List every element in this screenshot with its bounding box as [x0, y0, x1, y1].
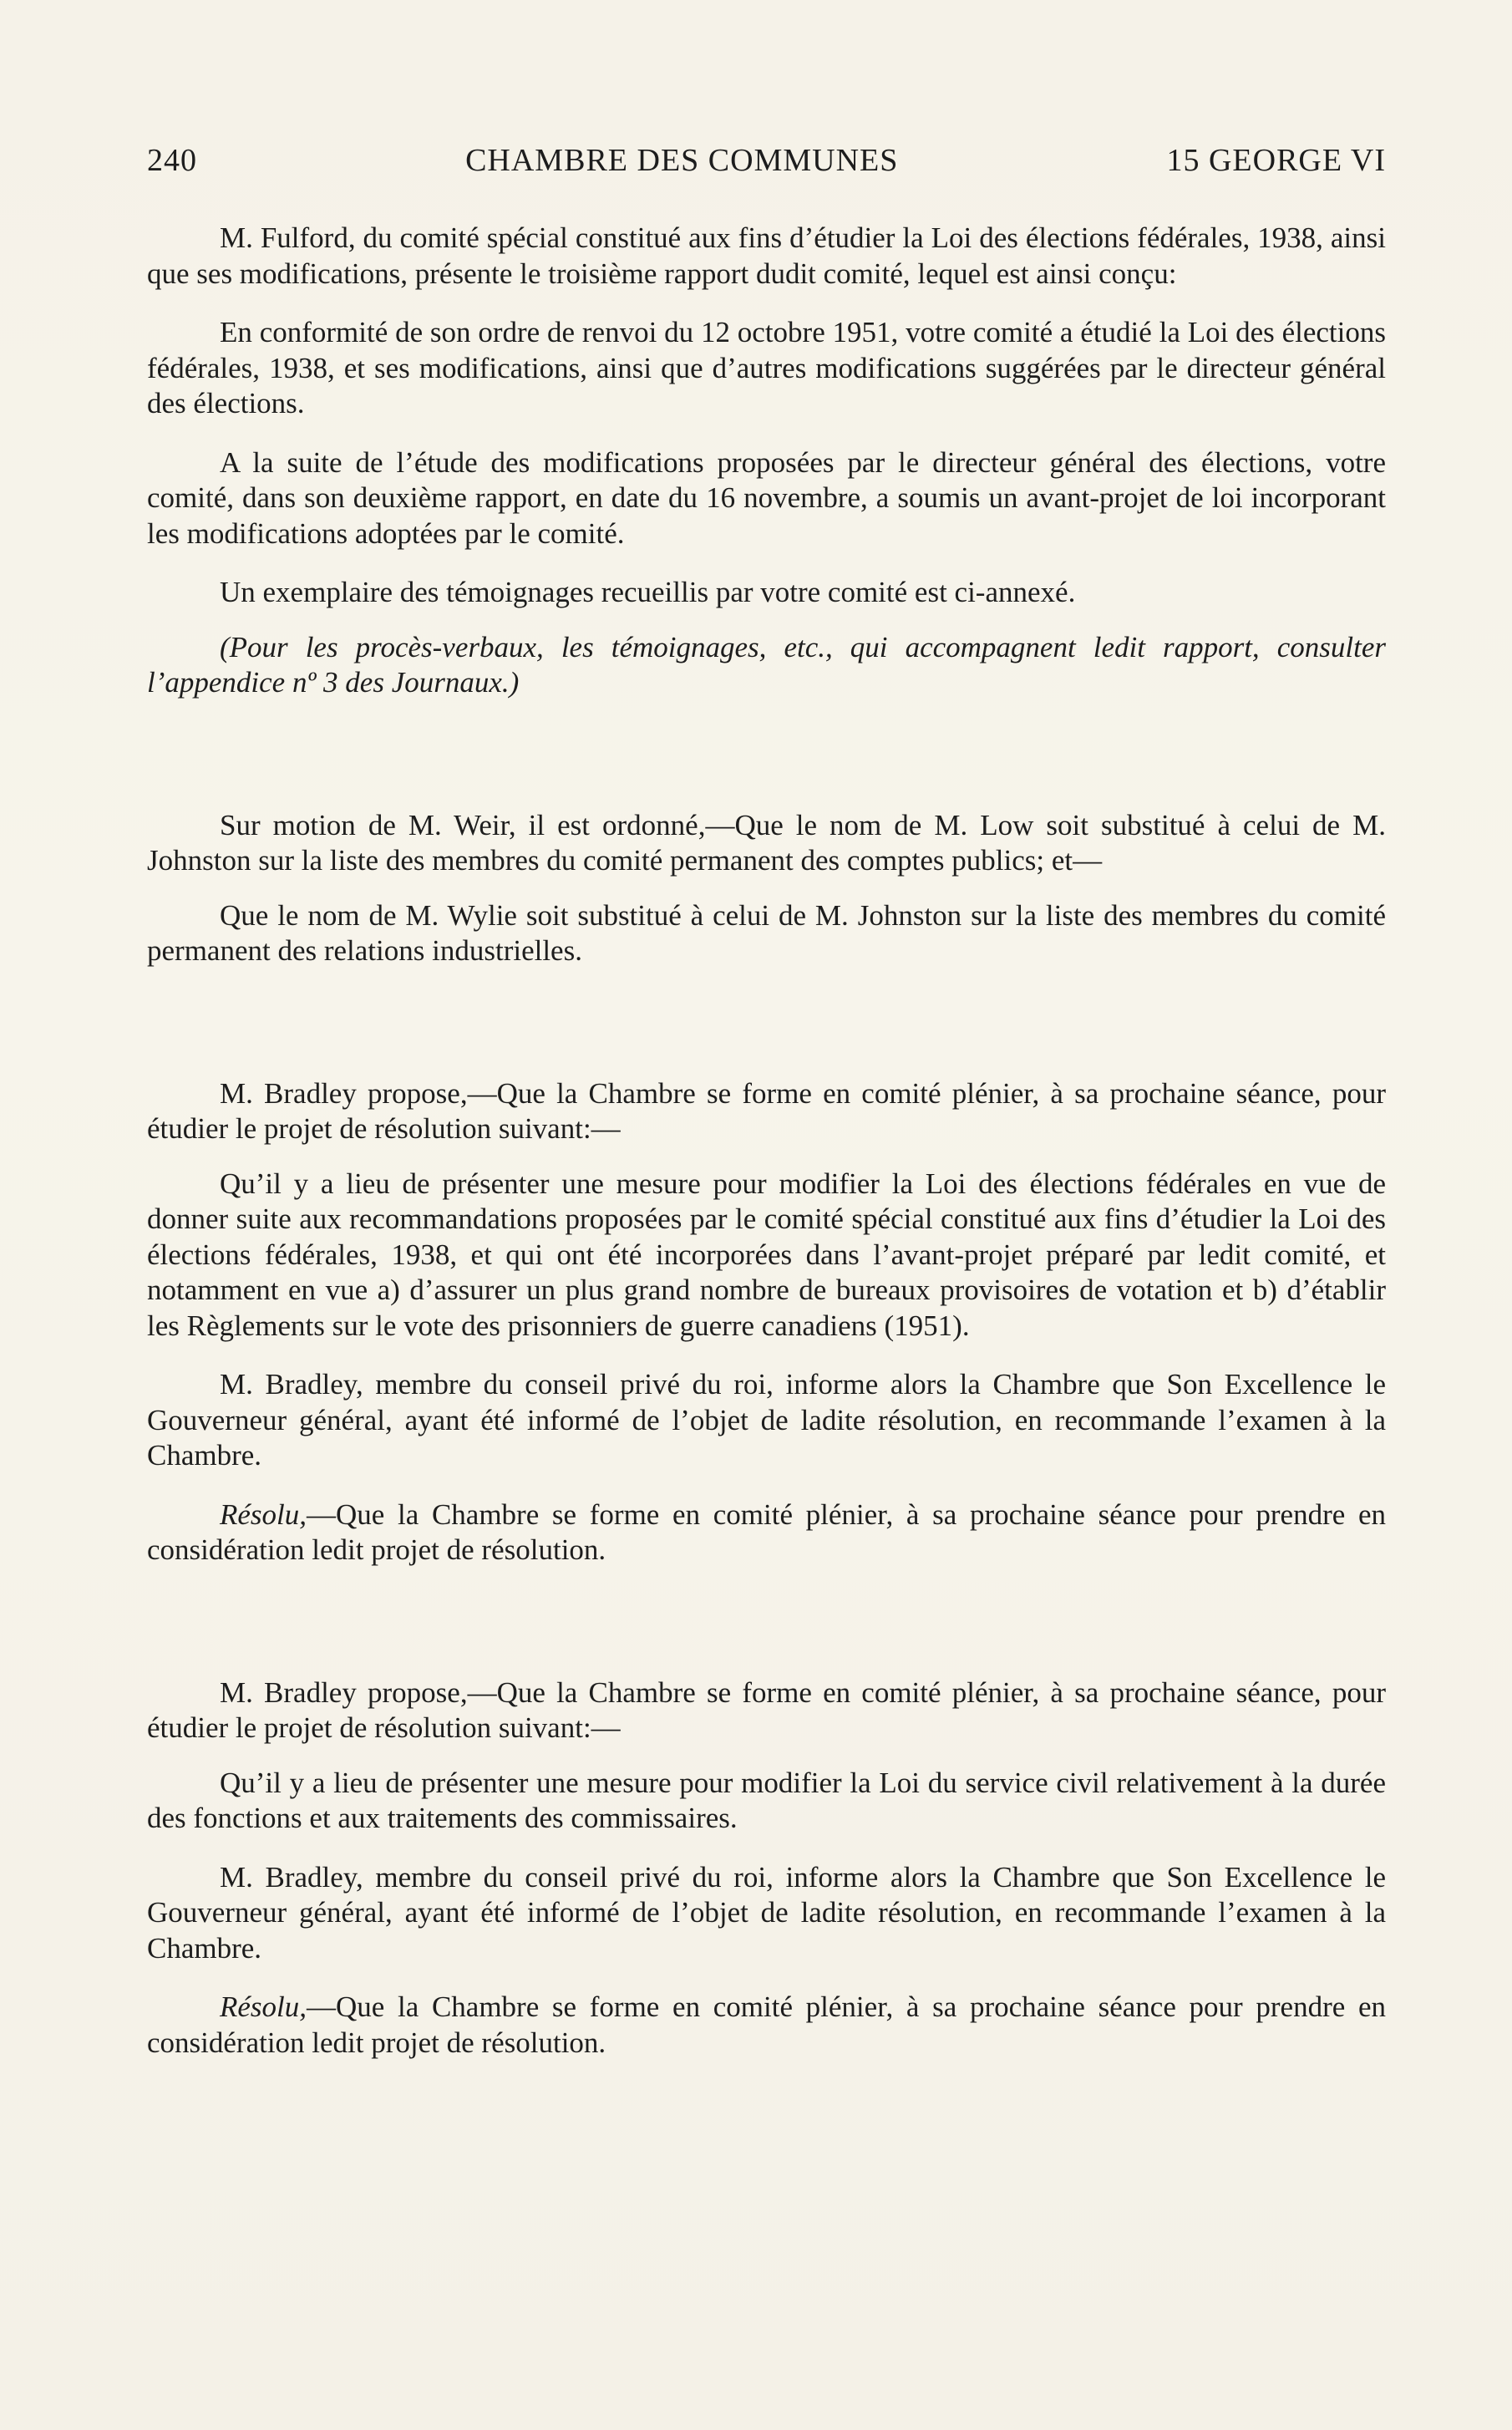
journal-title: CHAMBRE DES COMMUNES — [465, 143, 899, 178]
paragraph: M. Bradley, membre du conseil privé du roi, informe alors la Chambre que Son Excellence le Gouverneur général, ayant été informé de l’objet de ladite résolution, en recommande l’examen à la Chambre. — [147, 1860, 1386, 1965]
paragraph: Un exemplaire des témoignages recueillis par votre comité est ci-annexé. — [220, 576, 1076, 608]
page-content — [147, 142, 1386, 2061]
reign-label: 15 GEORGE VI — [1166, 143, 1386, 178]
running-header — [147, 142, 1386, 179]
paragraph: Qu’il y a lieu de présenter une mesure pour modifier la Loi des élections fédérales en vue de donner suite aux recommandations proposées par le comité spécial constitué aux fins d’étudier la Loi des élections fédérales, 1938, et qui ont été incorporées dans l’avant-projet préparé par ledit comité, et notamment en vue a) d’assurer un plus grand nombre de bureaux provisoires de votation et b) d’établir les Règlements sur le vote des prisonniers de guerre canadiens (1951). — [147, 1167, 1386, 1342]
resolved-label: Résolu, — [220, 1990, 307, 2023]
section-weir-motion — [147, 808, 1386, 969]
paragraph: M. Bradley propose,—Que la Chambre se forme en comité plénier, à sa prochaine séance, pour étudier le projet de résolution suivant:— — [147, 1076, 1386, 1145]
resolved-text: —Que la Chambre se forme en comité plénier, à sa prochaine séance pour prendre en considération ledit projet de résolution. — [147, 1497, 1386, 1566]
paragraph: Qu’il y a lieu de présenter une mesure pour modifier la Loi du service civil relativement à la durée des fonctions et aux traitements des commissaires. — [147, 1766, 1386, 1834]
resolved-text: —Que la Chambre se forme en comité plénier, à sa prochaine séance pour prendre en considération ledit projet de résolution. — [147, 1990, 1386, 2059]
paragraph: M. Bradley propose,—Que la Chambre se forme en comité plénier, à sa prochaine séance, pour étudier le projet de résolution suivant:— — [147, 1675, 1386, 1744]
resolved-label: Résolu, — [220, 1497, 307, 1531]
paragraph: M. Fulford, du comité spécial constitué aux fins d’étudier la Loi des élections fédérales, 1938, ainsi que ses modifications, présente le troisième rapport dudit comité, lequel est ainsi conçu: — [147, 221, 1386, 290]
paragraph — [147, 1990, 1386, 2061]
section-bradley-civil-service — [147, 1675, 1386, 2061]
paragraph: M. Bradley, membre du conseil privé du roi, informe alors la Chambre que Son Excellence le Gouverneur général, ayant été informé de l’objet de ladite résolution, en recommande l’examen à la Chambre. — [147, 1368, 1386, 1472]
paragraph-italic — [147, 630, 1386, 701]
paragraph: Sur motion de M. Weir, il est ordonné,—Que le nom de M. Low soit substitué à celui de M. Johnston sur la liste des membres du comité permanent des comptes publics; et— — [147, 808, 1386, 877]
paragraph: Que le nom de M. Wylie soit substitué à celui de M. Johnston sur la liste des membres du comité permanent des relations industrielles. — [147, 898, 1386, 967]
appendix-note: (Pour les procès-verbaux, les témoignages, etc., qui accompagnent ledit rapport, consulter l’appendice nº 3 des Journaux.) — [147, 630, 1386, 699]
paragraph — [147, 1497, 1386, 1568]
section-bradley-elections — [147, 1076, 1386, 1568]
section-fulford-report — [147, 221, 1386, 701]
paragraph: A la suite de l’étude des modifications proposées par le directeur général des élections, votre comité, dans son deuxième rapport, en date du 16 novembre, a soumis un avant-projet de loi incorporant les modifications adoptées par le comité. — [147, 445, 1386, 550]
paragraph: En conformité de son ordre de renvoi du 12 octobre 1951, votre comité a étudié la Loi des élections fédérales, 1938, et ses modifications, ainsi que d’autres modifications suggérées par le directeur général des élections. — [147, 316, 1386, 419]
page-number: 240 — [147, 143, 197, 178]
